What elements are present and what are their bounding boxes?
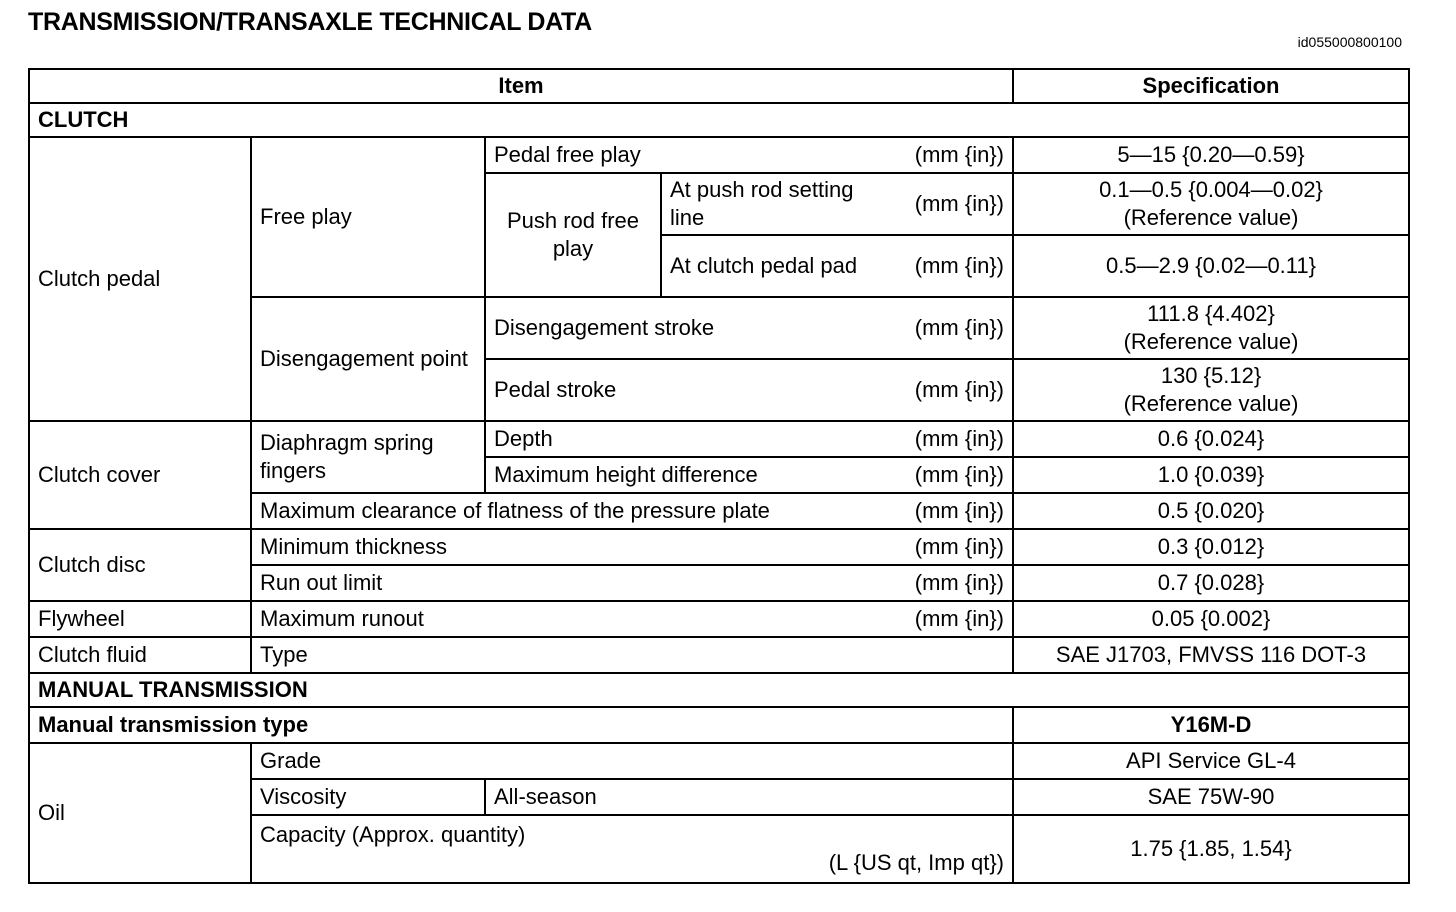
unit-label: (mm {in}) — [914, 315, 1004, 340]
max-height-diff-label: Maximum height difference — [494, 462, 758, 487]
at-pedal-pad-cell — [661, 235, 1013, 297]
section-row — [29, 673, 1409, 707]
document-id: id055000800100 — [1297, 34, 1402, 50]
manual-type-label: Manual transmission type — [29, 707, 1013, 743]
at-pedal-pad-spec: 0.5—2.9 {0.02—0.11} — [1013, 235, 1409, 297]
flywheel-label: Flywheel — [29, 601, 251, 637]
max-runout-label: Maximum runout — [260, 606, 424, 631]
capacity-spec: 1.75 {1.85, 1.54} — [1013, 815, 1409, 883]
viscosity-label: Viscosity — [251, 779, 485, 815]
unit-label: (mm {in}) — [914, 534, 1004, 559]
table-row — [29, 529, 1409, 565]
unit-label: (mm {in}) — [914, 570, 1004, 595]
at-push-rod-cell — [661, 173, 1013, 235]
table-row — [29, 137, 1409, 173]
diaphragm-label: Diaphragm spring fingers — [251, 421, 485, 493]
pedal-free-play-spec: 5—15 {0.20—0.59} — [1013, 137, 1409, 173]
max-height-diff-spec: 1.0 {0.039} — [1013, 457, 1409, 493]
technical-data-table — [28, 68, 1410, 884]
spec-line: (Reference value) — [1123, 391, 1299, 416]
free-play-label: Free play — [251, 137, 485, 297]
spec-line: 0.1—0.5 {0.004—0.02} — [1099, 177, 1323, 202]
table-row — [29, 601, 1409, 637]
flatness-label: Maximum clearance of flatness of the pressure plate — [260, 498, 770, 523]
unit-label: (mm {in}) — [914, 142, 1004, 167]
spec-line: (Reference value) — [1123, 329, 1299, 354]
flatness-spec: 0.5 {0.020} — [1013, 493, 1409, 529]
max-runout-cell — [251, 601, 1013, 637]
pedal-free-play-cell — [485, 137, 1013, 173]
min-thickness-label: Minimum thickness — [260, 534, 448, 559]
unit-label: (mm {in}) — [914, 191, 1004, 216]
depth-cell — [485, 421, 1013, 457]
max-height-diff-cell — [485, 457, 1013, 493]
at-push-rod-label: At push rod setting line — [670, 177, 854, 230]
unit-label: (mm {in}) — [914, 462, 1004, 487]
pedal-stroke-spec — [1013, 359, 1409, 421]
table-row — [29, 421, 1409, 457]
depth-label: Depth — [494, 426, 553, 451]
all-season-label: All-season — [485, 779, 1013, 815]
oil-label: Oil — [29, 743, 251, 883]
disengagement-point-label: Disengagement point — [251, 297, 485, 421]
push-rod-free-play-label: Push rod free play — [485, 173, 661, 297]
table-row — [29, 707, 1409, 743]
spec-line: (Reference value) — [1123, 205, 1299, 230]
unit-label: (mm {in}) — [914, 426, 1004, 451]
unit-label: (mm {in}) — [914, 606, 1004, 631]
disengagement-stroke-label: Disengagement stroke — [494, 315, 715, 340]
capacity-unit: (L {US qt, Imp qt}) — [828, 850, 1004, 875]
at-push-rod-spec — [1013, 173, 1409, 235]
fluid-type-spec: SAE J1703, FMVSS 116 DOT-3 — [1013, 637, 1409, 673]
header-specification: Specification — [1013, 69, 1409, 103]
spec-line: 130 {5.12} — [1160, 363, 1262, 388]
header-row — [29, 69, 1409, 103]
clutch-disc-label: Clutch disc — [29, 529, 251, 601]
fluid-type-label: Type — [251, 637, 1013, 673]
capacity-label: Capacity (Approx. quantity) — [260, 822, 526, 847]
pedal-free-play-label: Pedal free play — [494, 142, 641, 167]
viscosity-spec: SAE 75W-90 — [1013, 779, 1409, 815]
unit-label: (mm {in}) — [914, 377, 1004, 402]
disengagement-stroke-cell — [485, 297, 1013, 359]
pedal-stroke-label: Pedal stroke — [494, 377, 617, 402]
clutch-fluid-label: Clutch fluid — [29, 637, 251, 673]
disengagement-stroke-spec — [1013, 297, 1409, 359]
table-row — [29, 743, 1409, 779]
at-pedal-pad-label: At clutch pedal pad — [670, 253, 858, 278]
unit-label: (mm {in}) — [914, 253, 1004, 278]
min-thickness-spec: 0.3 {0.012} — [1013, 529, 1409, 565]
depth-spec: 0.6 {0.024} — [1013, 421, 1409, 457]
section-clutch: CLUTCH — [29, 103, 1409, 137]
runout-limit-label: Run out limit — [260, 570, 383, 595]
clutch-pedal-label: Clutch pedal — [29, 137, 251, 421]
table-row — [29, 637, 1409, 673]
max-runout-spec: 0.05 {0.002} — [1013, 601, 1409, 637]
runout-limit-spec: 0.7 {0.028} — [1013, 565, 1409, 601]
header-item: Item — [29, 69, 1013, 103]
clutch-cover-label: Clutch cover — [29, 421, 251, 529]
runout-limit-cell — [251, 565, 1013, 601]
unit-label: (mm {in}) — [914, 498, 1004, 523]
page-title: TRANSMISSION/TRANSAXLE TECHNICAL DATA — [28, 8, 592, 36]
grade-spec: API Service GL-4 — [1013, 743, 1409, 779]
grade-label: Grade — [251, 743, 1013, 779]
section-row — [29, 103, 1409, 137]
pedal-stroke-cell — [485, 359, 1013, 421]
min-thickness-cell — [251, 529, 1013, 565]
section-manual-transmission: MANUAL TRANSMISSION — [29, 673, 1409, 707]
flatness-cell — [251, 493, 1013, 529]
capacity-cell — [251, 815, 1013, 883]
spec-line: 111.8 {4.402} — [1147, 301, 1275, 326]
manual-type-spec: Y16M-D — [1013, 707, 1409, 743]
